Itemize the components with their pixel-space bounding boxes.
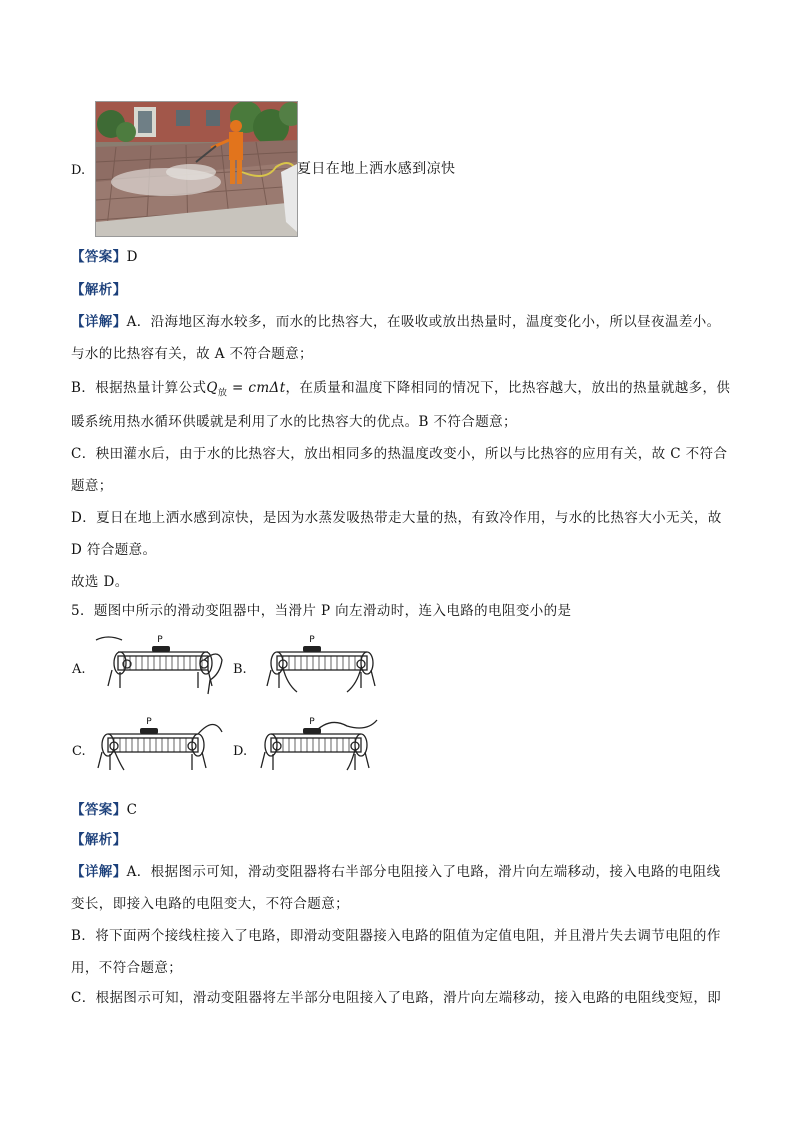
- answer-tag: 【答案】: [71, 802, 127, 818]
- analysis-tag-q4: 【解析】: [71, 282, 127, 298]
- heat-formula: $Q_放 = cm\Delta t$: [206, 380, 286, 399]
- analysis-tag-q5: 【解析】: [71, 832, 127, 848]
- explain-line: 用，不符合题意；: [71, 960, 183, 976]
- explain-line: 【详解】A．根据图示可知，滑动变阻器将右半部分电阻接入了电路，滑片向左端移动，接入电路的电阻线: [71, 864, 721, 880]
- explain-line: D．夏日在地上洒水感到凉快，是因为水蒸发吸热带走大量的热，有致冷作用，与水的比热容大小无关，故: [71, 510, 722, 526]
- option-c-label: C.: [72, 744, 86, 759]
- street-washing-photo: [95, 101, 298, 237]
- explain-line: 暖系统用热水循环供暖就是利用了水的比热容大的优点。B 不符合题意；: [71, 414, 517, 430]
- answer-value: C: [126, 802, 138, 818]
- option-d-text: 夏日在地上洒水感到凉快: [297, 161, 456, 177]
- rheostat-b: [257, 630, 387, 698]
- detail-tag: 【详解】: [71, 864, 127, 880]
- explain-line: C．秧田灌水后，由于水的比热容大，放出相同多的热温度改变小，所以与比热容的应用有关，故 C 不符合: [71, 446, 728, 462]
- question-5: 5．题图中所示的滑动变阻器中，当滑片 P 向左滑动时，连入电路的电阻变小的是: [71, 603, 572, 619]
- answer-row-q4: [71, 247, 138, 267]
- explain-line: 题意；: [71, 478, 113, 494]
- option-a-label: A.: [72, 662, 86, 677]
- slider-p-label: P: [157, 635, 163, 645]
- explain-line: C．根据图示可知，滑动变阻器将左半部分电阻接入了电路，滑片向左端移动，接入电路的电阻线变短，即: [71, 990, 722, 1006]
- rheostat-c: [94, 712, 224, 780]
- option-b-label: B.: [233, 662, 247, 677]
- explain-line: B．将下面两个接线柱接入了电路，即滑动变阻器接入电路的阻值为定值电阻，并且滑片失去调节电阻的作: [71, 928, 721, 944]
- answer-tag: 【答案】: [71, 249, 127, 265]
- rheostat-d: [257, 712, 387, 780]
- explain-line: 与水的比热容有关，故 A 不符合题意；: [71, 346, 313, 362]
- option-d-label: D.: [71, 163, 86, 178]
- explain-line: B．根据热量计算公式$Q_放 = cm\Delta t$，在质量和温度下降相同的情况下，比热容越大，放出的热量就越多，供: [71, 380, 731, 399]
- slider-p-label: P: [309, 717, 315, 727]
- detail-tag: 【详解】: [71, 314, 127, 330]
- answer-row-q5: [71, 800, 137, 820]
- explain-line: 【详解】A．沿海地区海水较多，而水的比热容大，在吸收或放出热量时，温度变化小，所以昼夜温差小。: [71, 314, 721, 330]
- rheostat-a: [94, 630, 224, 698]
- slider-p-label: P: [309, 635, 315, 645]
- option-d-label-q5: D.: [233, 744, 248, 759]
- explain-line: 变长，即接入电路的电阻变大，不符合题意；: [71, 896, 349, 912]
- slider-p-label: P: [146, 717, 152, 727]
- explain-line: 故选 D。: [71, 574, 129, 590]
- answer-value: D: [126, 249, 138, 265]
- explain-line: D 符合题意。: [71, 542, 157, 558]
